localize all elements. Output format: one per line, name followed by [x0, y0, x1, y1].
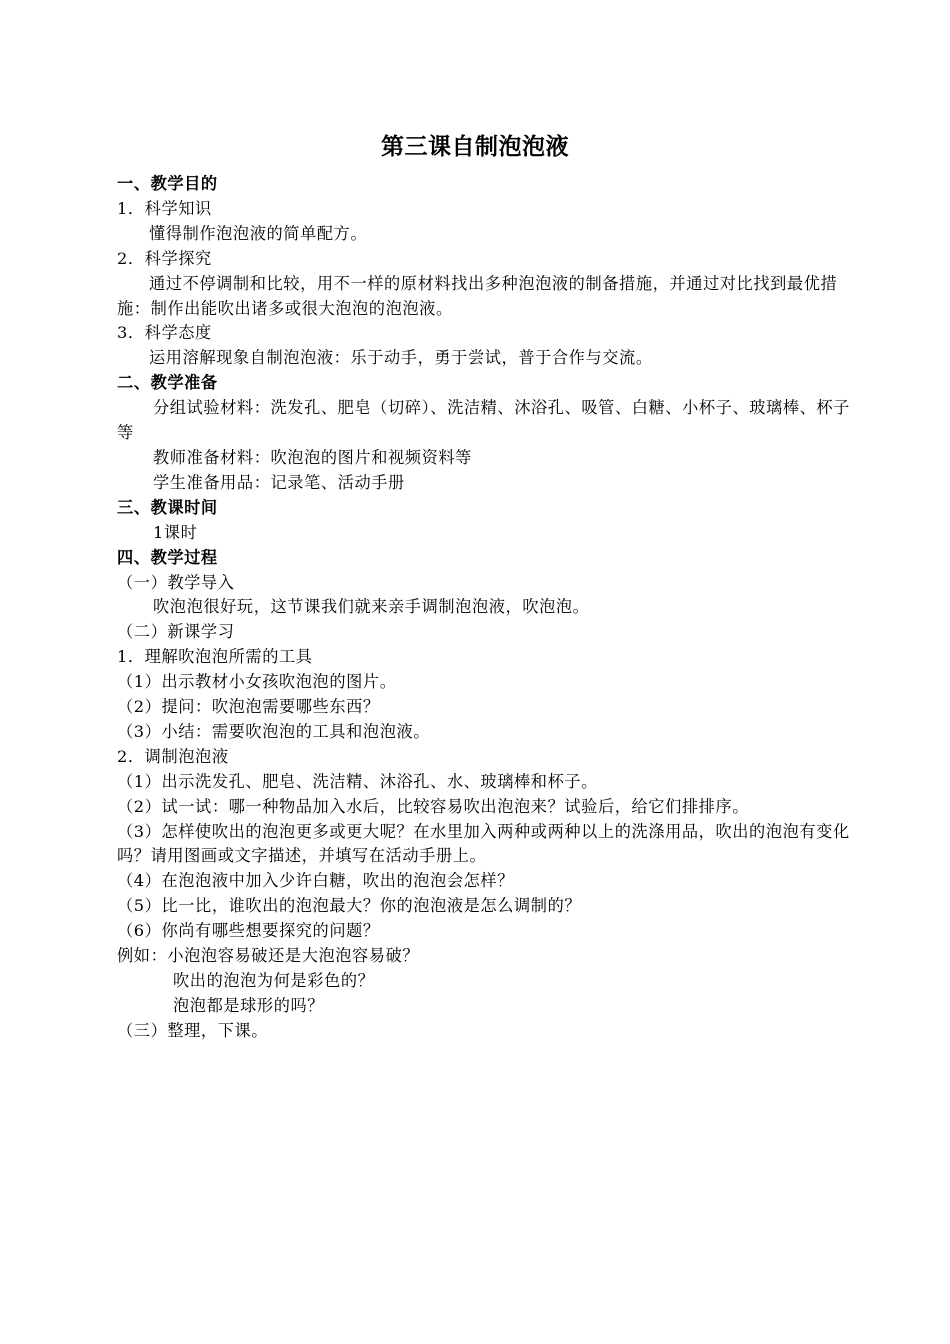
paragraph: 学生准备用品：记录笔、活动手册 [153, 472, 405, 492]
list-item: （3）小结：需要吹泡泡的工具和泡泡液。 [117, 721, 431, 741]
paragraph: 分组试验材料：洗发孔、肥皂（切碎）、洗洁精、沐浴孔、吸管、白糖、小杯子、玻璃棒、杯子等 [117, 398, 850, 443]
document-body [117, 172, 857, 1044]
subheading-science-inquiry: 2．科学探究 [117, 248, 212, 268]
list-item: （1）出示教材小女孩吹泡泡的图片。 [117, 672, 397, 692]
paragraph: 懂得制作泡泡液的简单配方。 [149, 223, 368, 243]
list-item: （5）比一比，谁吹出的泡泡最大？你的泡泡液是怎么调制的？ [117, 896, 582, 916]
paragraph: 教师准备材料：吹泡泡的图片和视频资料等 [153, 447, 472, 467]
subheading-intro: （一）教学导入 [117, 572, 235, 592]
subheading-summary: （三）整理，下课。 [117, 1020, 269, 1040]
paragraph: 吹泡泡很好玩，这节课我们就来亲手调制泡泡液，吹泡泡。 [153, 597, 590, 617]
example-line: 泡泡都是球形的吗？ [173, 995, 325, 1015]
list-item: （2）提问：吹泡泡需要哪些东西？ [117, 697, 380, 717]
example-line: 例如：小泡泡容易破还是大泡泡容易破？ [117, 946, 420, 966]
list-item: （1）出示洗发孔、肥皂、洗洁精、沐浴孔、水、玻璃棒和杯子。 [117, 771, 598, 791]
page-title: 第三课自制泡泡液 [381, 133, 569, 160]
paragraph: 运用溶解现象自制泡泡液：乐于动手，勇于尝试，普于合作与交流。 [149, 348, 653, 368]
list-item: （3）怎样使吹出的泡泡更多或更大呢？在水里加入两种或两种以上的洗涤用品，吹出的泡泡有变化吗？请用图画或文字描述，并填写在活动手册上。 [117, 821, 850, 866]
list-item: （6）你尚有哪些想要探究的问题？ [117, 921, 380, 941]
subheading-science-knowledge: 1．科学知识 [117, 198, 212, 218]
list-item: 2．调制泡泡液 [117, 746, 229, 766]
subheading-new-lesson: （二）新课学习 [117, 622, 235, 642]
section-heading-process: 四、教学过程 [117, 547, 218, 567]
list-item: （2）试一试：哪一种物品加入水后，比较容易吹出泡泡来？试验后，给它们排排序。 [117, 796, 750, 816]
example-line: 吹出的泡泡为何是彩色的？ [173, 971, 375, 990]
section-heading-preparation: 二、教学准备 [117, 373, 218, 393]
subheading-science-attitude: 3．科学态度 [117, 323, 212, 343]
list-item: 1．理解吹泡泡所需的工具 [117, 647, 313, 667]
section-heading-time: 三、教课时间 [117, 497, 218, 517]
section-heading-objectives: 一、教学目的 [117, 174, 218, 193]
paragraph: 1课时 [153, 522, 198, 542]
list-item: （4）在泡泡液中加入少许白糖，吹出的泡泡会怎样？ [117, 871, 515, 891]
paragraph: 通过不停调制和比较，用不一样的原材料找出多种泡泡液的制备措施，并通过对比找到最优措施：制作出能吹出诸多或很大泡泡的泡泡液。 [117, 273, 838, 318]
